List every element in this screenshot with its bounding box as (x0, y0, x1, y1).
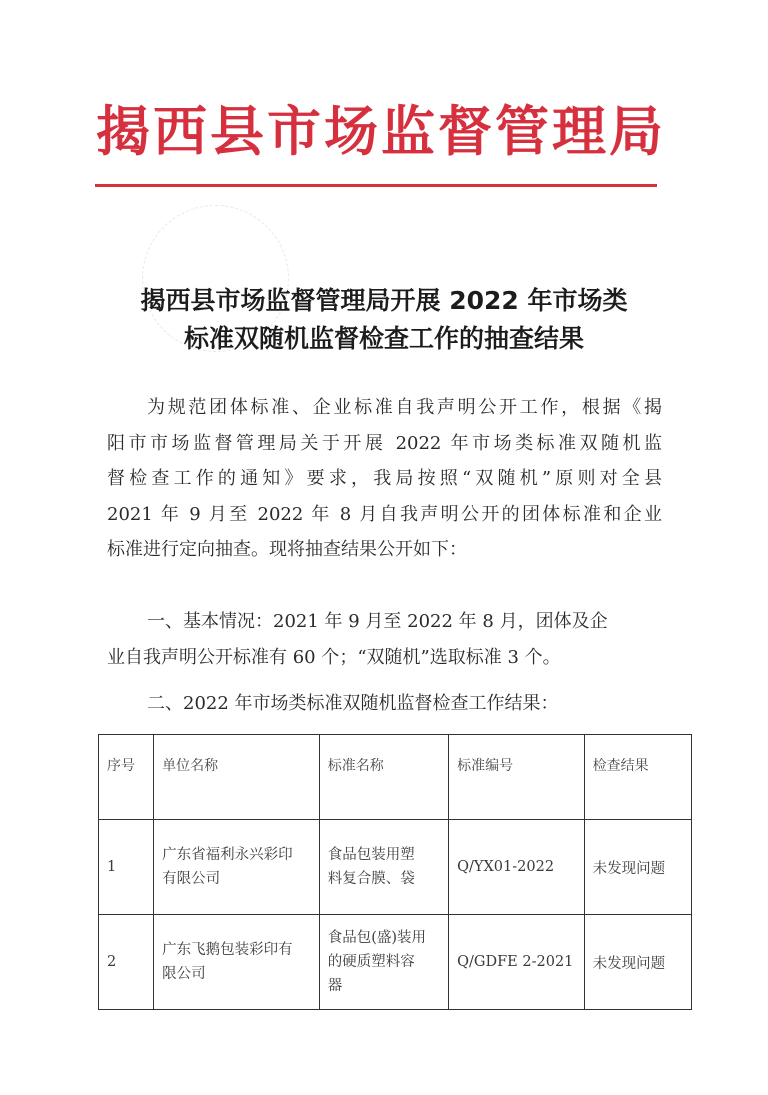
cell-standard-code: Q/YX01-2022 (449, 820, 584, 915)
cell-no: 2 (99, 915, 154, 1010)
unit-line: 限公司 (162, 966, 206, 982)
table-row (99, 820, 692, 915)
standard-line: 器 (327, 978, 343, 994)
header-no: 序号 (99, 735, 154, 820)
intro-line: 督检查工作的通知》要求，我局按照“双随机”原则对全县 (107, 468, 662, 489)
document-title (84, 282, 684, 358)
intro-line: 标准进行定向抽查。现将抽查结果公开如下： (107, 539, 467, 560)
cell-no: 1 (99, 820, 154, 915)
basic-situation-line: 业自我声明公开标准有 60 个；“双随机”选取标准 3 个。 (107, 647, 561, 668)
standard-line: 食品包装用塑 (327, 847, 415, 863)
results-heading: 二、2022 年市场类标准双随机监督检查工作结果： (147, 693, 559, 714)
intro-paragraph (107, 390, 662, 568)
table-header-row (99, 735, 692, 820)
agency-letterhead: 揭西县市场监督管理局 (96, 99, 666, 163)
cell-standard-name (319, 915, 448, 1010)
unit-line: 广东省福利永兴彩印 (162, 847, 293, 863)
intro-line: 为规范团体标准、企业标准自我声明公开工作，根据《揭 (147, 397, 662, 418)
letterhead-red-rule (95, 184, 657, 187)
title-line-1: 揭西县市场监督管理局开展 2022 年市场类 (140, 286, 628, 315)
unit-line: 广东飞鹅包装彩印有 (162, 942, 293, 958)
basic-situation-line: 一、基本情况：2021 年 9 月至 2022 年 8 月，团体及企 (147, 611, 608, 632)
unit-line: 有限公司 (162, 871, 221, 887)
header-unit: 单位名称 (154, 735, 320, 820)
results-table (98, 734, 692, 1010)
basic-situation-paragraph (107, 604, 662, 676)
intro-line: 阳市市场监督管理局关于开展 2022 年市场类标准双随机监 (107, 432, 662, 454)
standard-line: 料复合膜、袋 (327, 871, 415, 887)
cell-unit (154, 915, 320, 1010)
cell-unit (154, 820, 320, 915)
header-standard-name: 标准名称 (319, 735, 448, 820)
cell-result: 未发现问题 (584, 915, 691, 1010)
cell-standard-code: Q/GDFE 2-2021 (449, 915, 584, 1010)
intro-line: 2021 年 9 月至 2022 年 8 月自我声明公开的团体标准和企业 (107, 503, 662, 525)
title-line-2: 标准双随机监督检查工作的抽查结果 (183, 324, 584, 353)
cell-standard-name (319, 820, 448, 915)
standard-line: 食品包(盛)装用 (327, 930, 427, 946)
header-result: 检查结果 (584, 735, 691, 820)
header-standard-code: 标准编号 (449, 735, 584, 820)
standard-line: 的硬质塑料容 (327, 954, 415, 970)
cell-result: 未发现问题 (584, 820, 691, 915)
table-row (99, 915, 692, 1010)
